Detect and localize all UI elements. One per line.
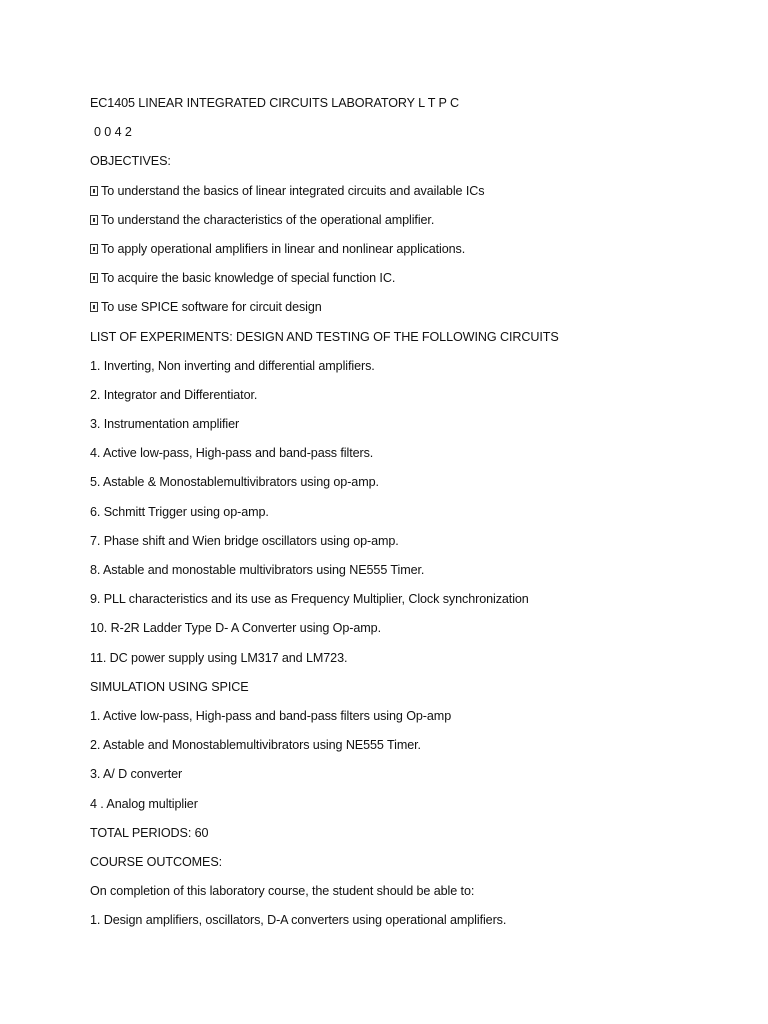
- simulation-item: 4 . Analog multiplier: [90, 796, 198, 811]
- bullet-icon: [90, 186, 98, 196]
- experiment-item: 2. Integrator and Differentiator.: [90, 387, 258, 402]
- bullet-icon: [90, 215, 98, 225]
- experiment-item: 6. Schmitt Trigger using op-amp.: [90, 504, 269, 519]
- outcome-item: 1. Design amplifiers, oscillators, D-A converters using operational amplifiers.: [90, 913, 507, 928]
- objective-item: [90, 297, 730, 326]
- simulation-item: 1. Active low-pass, High-pass and band-pass filters using Op-amp: [90, 708, 452, 723]
- experiment-item: 3. Instrumentation amplifier: [90, 417, 240, 432]
- objective-text: To acquire the basic knowledge of special function IC.: [101, 271, 396, 286]
- bullet-icon: [90, 244, 98, 254]
- experiment-item: 8. Astable and monostable multivibrators using NE555 Timer.: [90, 563, 425, 577]
- experiment-item: 7. Phase shift and Wien bridge oscillators using op-amp.: [90, 533, 399, 548]
- objectives-heading: OBJECTIVES:: [90, 154, 171, 169]
- bullet-icon: [90, 302, 98, 312]
- outcomes-intro: On completion of this laboratory course, the student should be able to:: [90, 884, 475, 899]
- bullet-icon: [90, 273, 98, 283]
- ltpc-values: 0 0 4 2: [94, 125, 132, 140]
- experiment-item: 11. DC power supply using LM317 and LM723.: [90, 650, 348, 665]
- objective-item: [90, 268, 730, 297]
- experiment-item: 4. Active low-pass, High-pass and band-pass filters.: [90, 446, 374, 461]
- simulation-item: 3. A/ D converter: [90, 767, 183, 782]
- objective-item: [90, 239, 730, 268]
- experiment-item: 5. Astable & Monostablemultivibrators using op-amp.: [90, 475, 379, 490]
- objective-item: [90, 181, 730, 210]
- outcomes-heading: COURSE OUTCOMES:: [90, 854, 223, 869]
- experiment-item: 10. R-2R Ladder Type D- A Converter using Op-amp.: [90, 621, 381, 636]
- document-body: [90, 93, 730, 939]
- total-periods: TOTAL PERIODS: 60: [90, 825, 209, 840]
- experiment-item: 9. PLL characteristics and its use as Frequency Multiplier, Clock synchronization: [90, 592, 529, 607]
- objective-text: To use SPICE software for circuit design: [101, 300, 322, 315]
- simulation-heading: SIMULATION USING SPICE: [90, 679, 249, 694]
- objective-item: [90, 210, 730, 239]
- experiments-heading: LIST OF EXPERIMENTS: DESIGN AND TESTING OF THE FOLLOWING CIRCUITS: [90, 329, 559, 344]
- simulation-item: 2. Astable and Monostablemultivibrators using NE555 Timer.: [90, 738, 421, 753]
- experiment-item: 1. Inverting, Non inverting and differential amplifiers.: [90, 358, 375, 373]
- objective-text: To understand the basics of linear integrated circuits and available ICs: [101, 183, 485, 198]
- objective-text: To apply operational amplifiers in linear and nonlinear applications.: [101, 241, 466, 256]
- objective-text: To understand the characteristics of the operational amplifier.: [101, 212, 435, 227]
- course-title: EC1405 LINEAR INTEGRATED CIRCUITS LABORATORY L T P C: [90, 96, 459, 110]
